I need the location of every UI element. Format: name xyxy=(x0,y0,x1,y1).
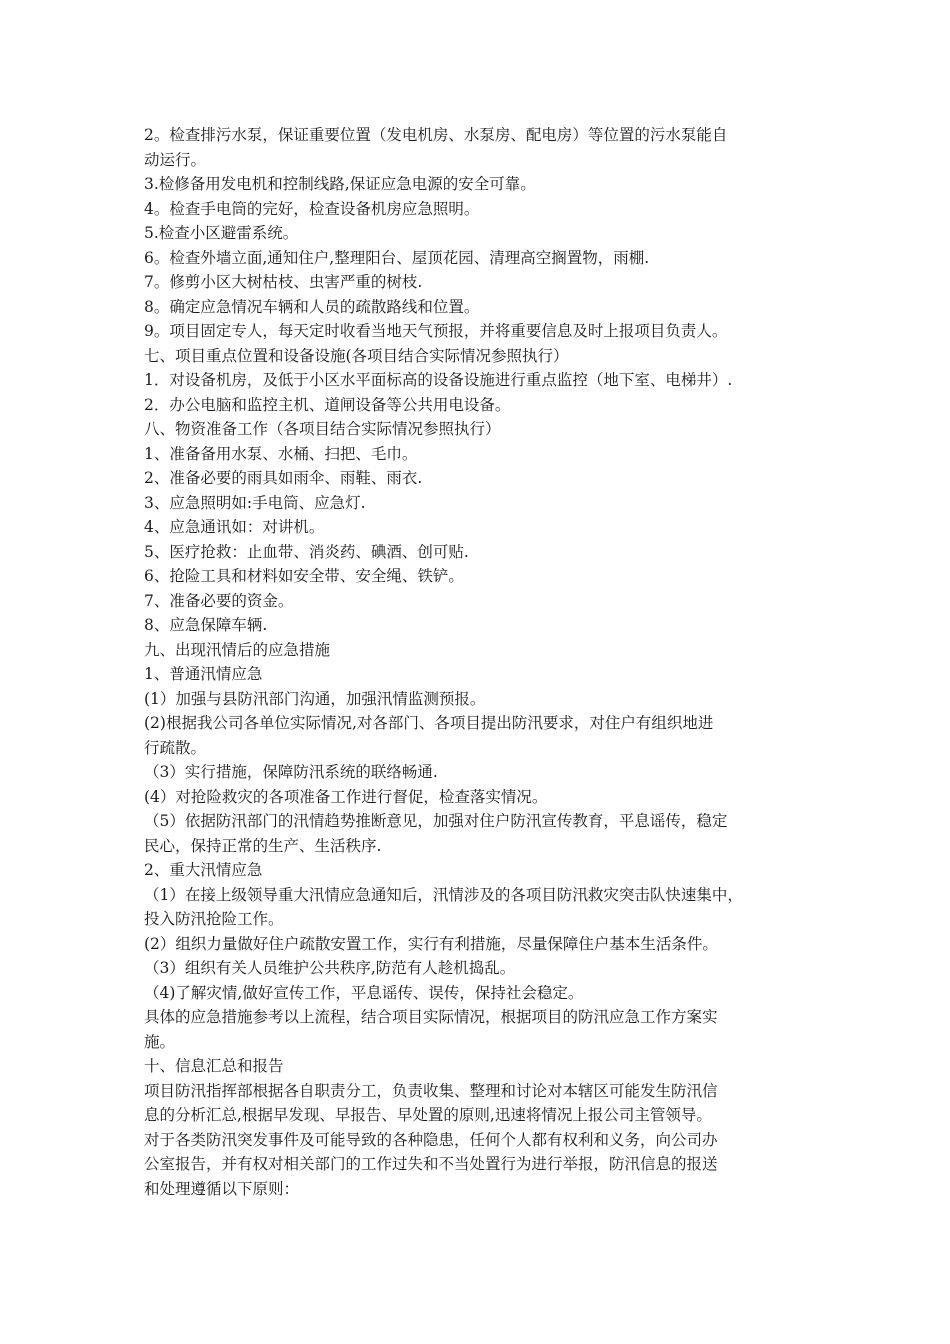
text-line: 对于各类防汛突发事件及可能导致的各种隐患，任何个人都有权利和义务，向公司办 xyxy=(144,1130,718,1149)
text-line: 5.检查小区避雷系统。 xyxy=(144,224,299,242)
text-line: （3）组织有关人员维护公共秩序,防范有人趁机捣乱。 xyxy=(144,959,516,977)
text-line: 7、准备必要的资金。 xyxy=(144,591,294,610)
text-line: 项目防汛指挥部根据各自职责分工，负责收集、整理和讨论对本辖区可能发生防汛信 xyxy=(144,1081,718,1100)
section-heading: 十、信息汇总和报告 xyxy=(144,1057,284,1075)
text-line: 公室报告，并有权对相关部门的工作过失和不当处置行为进行举报，防汛信息的报送 xyxy=(144,1155,718,1173)
text-line: 8、应急保障车辆. xyxy=(144,616,268,634)
text-line: 3、应急照明如:手电筒、应急灯. xyxy=(144,493,366,512)
subsection-heading: 2、重大汛情应急 xyxy=(144,861,263,879)
section-heading: 七、项目重点位置和设备设施(各项目结合实际情况参照执行） xyxy=(144,346,569,365)
text-line: 6。检查外墙立面,通知住户,整理阳台、屋顶花园、清理高空搁置物，雨棚. xyxy=(144,248,650,267)
text-line: （4)了解灾情,做好宣传工作，平息谣传、误传，保持社会稳定。 xyxy=(144,983,584,1002)
text-line: 2。检查排污水泵，保证重要位置（发电机房、水泵房、配电房）等位置的污水泵能自 xyxy=(144,126,728,144)
text-line: 投入防汛抢险工作。 xyxy=(144,910,284,928)
text-line: 2．办公电脑和监控主机、道闸设备等公共用电设备。 xyxy=(144,395,511,414)
text-line: 7。修剪小区大树枯枝、虫害严重的树枝. xyxy=(144,273,423,291)
section-heading: 九、出现汛情后的应急措施 xyxy=(144,640,331,659)
text-line: 具体的应急措施参考以上流程，结合项目实际情况，根据项目的防汛应急工作方案实 xyxy=(144,1008,718,1026)
text-line: （3）实行措施，保障防汛系统的联络畅通. xyxy=(144,763,438,781)
text-line: 行疏散。 xyxy=(144,738,207,757)
text-line: 6、抢险工具和材料如安全带、安全绳、铁铲。 xyxy=(144,567,464,585)
text-line: 3.检修备用发电机和控制线路,保证应急电源的安全可靠。 xyxy=(144,175,536,193)
text-line: 1．对设备机房，及低于小区水平面标高的设备设施进行重点监控（地下室、电梯井）. xyxy=(144,371,733,389)
text-line: 1、准备备用水泵、水桶、扫把、毛巾。 xyxy=(144,444,418,463)
section-heading: 八、物资准备工作（各项目结合实际情况参照执行） xyxy=(144,420,501,438)
text-line: （1）在接上级领导重大汛情应急通知后，汛情涉及的各项目防汛救灾突击队快速集中， xyxy=(144,885,743,904)
text-line: (1）加强与县防汛部门沟通，加强汛情监测预报。 xyxy=(144,689,486,708)
text-line: 4。检查手电筒的完好，检查设备机房应急照明。 xyxy=(144,199,480,218)
text-line: (2)根据我公司各单位实际情况,对各部门、各项目提出防汛要求，对住户有组织地进 xyxy=(144,714,714,732)
text-line: (2）组织力量做好住户疏散安置工作，实行有利措施，尽量保障住户基本生活条件。 xyxy=(144,934,718,953)
text-line: （5）依据防汛部门的汛情趋势推断意见，加强对住户防汛宣传教育，平息谣传，稳定 xyxy=(144,812,728,830)
text-line: 息的分析汇总,根据早发现、早报告、早处置的原则,迅速将情况上报公司主管领导。 xyxy=(144,1106,712,1124)
text-line: 9。项目固定专人，每天定时收看当地天气预报，并将重要信息及时上报项目负责人。 xyxy=(144,322,728,340)
text-line: 8。确定应急情况车辆和人员的疏散路线和位置。 xyxy=(144,297,480,316)
subsection-heading: 1、普通汛情应急 xyxy=(144,665,263,683)
text-line: 施。 xyxy=(144,1032,176,1051)
text-line: 动运行。 xyxy=(144,150,207,169)
document-body xyxy=(144,123,810,1201)
text-line: (4）对抢险救灾的各项准备工作进行督促，检查落实情况。 xyxy=(144,787,548,806)
text-line: 民心，保持正常的生产、生活秩序. xyxy=(144,836,382,855)
text-line: 和处理遵循以下原则： xyxy=(144,1179,300,1198)
text-line: 2、准备必要的雨具如雨伞、雨鞋、雨衣. xyxy=(144,469,423,487)
text-line: 5、医疗抢救：止血带、消炎药、碘酒、创可贴. xyxy=(144,542,469,561)
text-line: 4、应急通讯如：对讲机。 xyxy=(144,518,325,536)
